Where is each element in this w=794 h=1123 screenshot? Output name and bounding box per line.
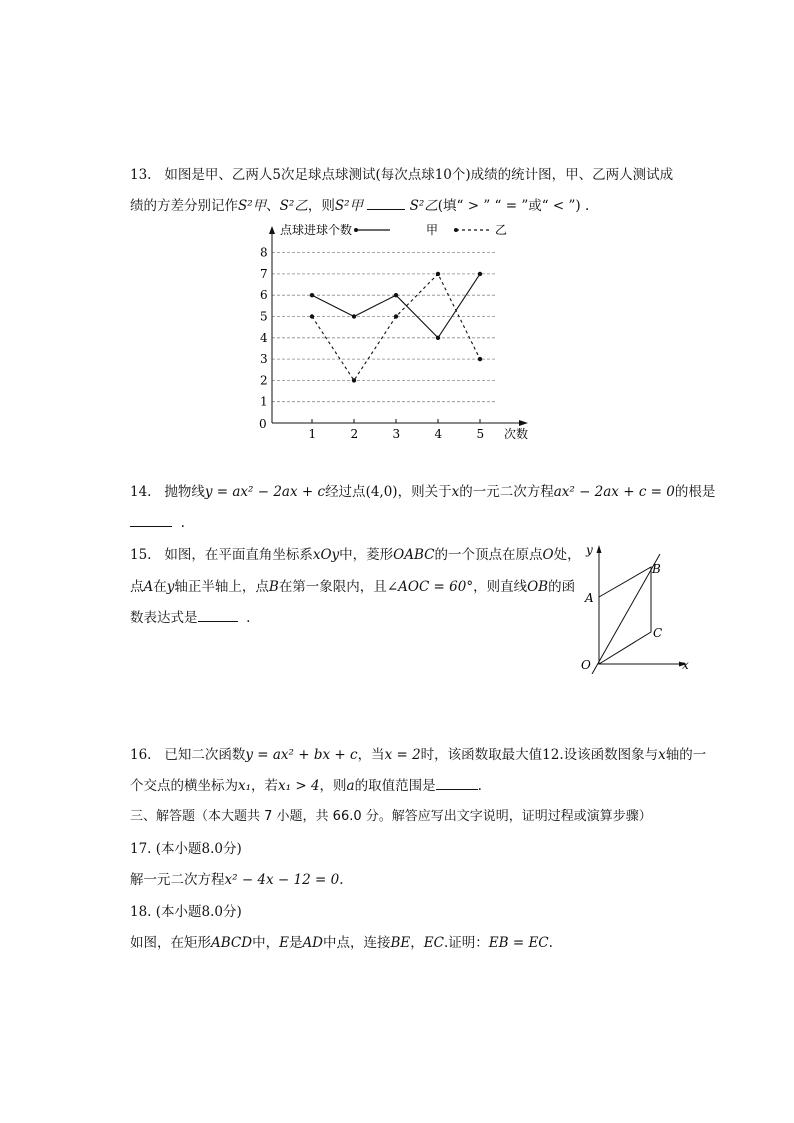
- x-tick-label: 4: [434, 427, 443, 441]
- data-point-yi: [310, 314, 314, 318]
- x-axis-label: 次数: [504, 427, 529, 441]
- legend-dot-jia: [354, 228, 358, 232]
- q17-header: 17. (本小题8.0分): [130, 841, 242, 857]
- q14-text: 经过点: [325, 484, 366, 500]
- q14-text: 的一元二次方程: [459, 484, 554, 500]
- q15-math: OB: [527, 579, 549, 595]
- q15-math: ∠AOC = 60°: [386, 579, 474, 595]
- fig-label-x: x: [682, 658, 689, 672]
- q15-math: O: [542, 547, 554, 563]
- q17-equation: x² − 4x − 12 = 0: [224, 872, 340, 888]
- q17-end: .: [339, 872, 344, 888]
- data-point-yi: [436, 272, 440, 276]
- fig-label-a: A: [585, 591, 594, 605]
- fig-label-o: O: [581, 658, 591, 672]
- q18-text: 如图，在矩形: [130, 935, 211, 951]
- y-axis-arrow: [269, 226, 275, 234]
- y-tick-label: 5: [260, 309, 268, 324]
- q15-number: 15.: [130, 547, 152, 563]
- data-point-jia: [478, 272, 482, 276]
- q18-text: .: [548, 935, 553, 951]
- q15-math: xOy: [312, 547, 340, 563]
- q16-text: ，若: [251, 778, 279, 794]
- fig-label-y: y: [586, 543, 593, 557]
- data-point-yi: [352, 378, 356, 382]
- data-point-jia: [310, 293, 314, 297]
- q16-number: 16.: [130, 747, 152, 763]
- q13-text: 绩的方差分别记作: [130, 198, 238, 214]
- q13-text-line1: 如图是甲、乙两人5次足球点球测试(每次点球10个)成绩的统计图，甲、乙两人测试成: [164, 167, 674, 183]
- q14-var: x: [451, 484, 460, 500]
- fig-y-arrow: [597, 545, 602, 553]
- y-tick-label: 6: [260, 288, 268, 303]
- q13-s-yi: S²乙: [279, 198, 308, 214]
- q15-text: 的一个顶点在原点: [434, 547, 543, 563]
- q13-line2: [130, 197, 589, 215]
- series-line-jia: [312, 274, 480, 338]
- x-tick-label: 1: [308, 427, 317, 441]
- q18-text: ，: [410, 935, 424, 951]
- q15-math: A: [143, 579, 154, 595]
- q15-math: y: [166, 579, 175, 595]
- origin-label: 0: [259, 417, 267, 431]
- q16-line2: [130, 777, 482, 795]
- x-tick-label: 5: [476, 427, 485, 441]
- chart-legend: [354, 223, 507, 237]
- q16-text: 时，该函数取最大值12.设该函数图象与: [420, 747, 659, 763]
- q18-math: BE: [390, 935, 411, 951]
- q15-text: 数表达式是: [130, 610, 198, 626]
- q14-formula2: ax² − 2ax + c = 0: [553, 484, 675, 500]
- answer-blank[interactable]: [436, 777, 478, 790]
- data-point-yi: [394, 314, 398, 318]
- q15-text: ，则直线: [473, 579, 528, 595]
- q18-math: ABCD: [211, 935, 253, 951]
- q14-line1: [130, 483, 715, 501]
- section-3-heading: 三、解答题（本大题共 7 小题，共 66.0 分。解答应写出文字说明，证明过程或演算步骤）: [130, 809, 652, 824]
- legend-label-jia: 甲: [426, 223, 439, 237]
- fig-label-c: C: [653, 626, 663, 640]
- data-point-jia: [436, 336, 440, 340]
- q18-text: 中点，连接: [323, 935, 391, 951]
- q15-text: 在: [153, 579, 167, 595]
- q13-sep: 、: [266, 198, 280, 214]
- q15-text: 的函: [548, 579, 576, 595]
- series-line-yi: [312, 274, 480, 381]
- q18-text: 是: [288, 935, 303, 951]
- q15-math: OABC: [393, 547, 435, 563]
- q16-math: x = 2: [384, 747, 421, 763]
- answer-blank[interactable]: [198, 609, 238, 622]
- q17-text: 解一元二次方程: [130, 872, 225, 888]
- q18-text: 中，: [252, 935, 280, 951]
- q13-s-yi-2: S²乙: [409, 198, 438, 214]
- q14-number: 14.: [130, 484, 152, 500]
- q16-text: 已知二次函数: [164, 747, 246, 763]
- q13-line1: [130, 166, 673, 184]
- data-point-jia: [394, 293, 398, 297]
- q14-text: 抛物线: [164, 484, 205, 500]
- q15-text: 轴正半轴上，点: [174, 579, 269, 595]
- q14-line2: [130, 514, 185, 532]
- q15-line2: [130, 578, 575, 596]
- q15-text: 如图，在平面直角坐标系: [164, 547, 313, 563]
- q15-end: .: [246, 610, 251, 626]
- x-axis-arrow: [519, 420, 528, 426]
- q16-text: 轴的一: [665, 747, 707, 763]
- data-point-jia: [352, 314, 356, 318]
- legend-dot-yi: [454, 228, 458, 232]
- y-tick-label: 3: [260, 352, 268, 367]
- q16-end: .: [477, 778, 482, 794]
- q16-math: a: [346, 778, 355, 794]
- q16-math: x: [658, 747, 666, 763]
- q18-math: EB = EC: [488, 935, 549, 951]
- fig-label-b: B: [652, 562, 661, 576]
- q13-text: ，则: [307, 198, 335, 214]
- q15-text: 在第一象限内，且: [278, 579, 387, 595]
- q18-math: E: [279, 935, 289, 951]
- q16-text: ，则: [319, 778, 347, 794]
- q14-text: ，则关于: [397, 484, 452, 500]
- q18-math: EC: [423, 935, 444, 951]
- q18-header: 18. (本小题8.0分): [130, 904, 242, 920]
- q16-text: 的取值范围是: [354, 778, 436, 794]
- y-tick-label: 8: [260, 245, 268, 260]
- y-tick-label: 1: [260, 394, 268, 409]
- q16-math: x₁ > 4: [278, 778, 320, 794]
- chart-ticks: [260, 246, 484, 441]
- q16-text: ，当: [357, 747, 385, 763]
- answer-blank[interactable]: [367, 197, 405, 210]
- q13-number: 13.: [130, 167, 152, 183]
- y-tick-label: 4: [260, 330, 268, 345]
- q13-text: (填“ > ” “ = ”或“ < ”) .: [437, 198, 590, 214]
- q15-math: B: [268, 579, 279, 595]
- chart-gridlines: [272, 253, 496, 402]
- q15-text: 处，: [553, 547, 581, 563]
- q16-math: x₁: [238, 778, 252, 794]
- y-tick-label: 2: [260, 373, 268, 388]
- q14-formula1: y = ax² − 2ax + c: [204, 484, 326, 500]
- q18-math: AD: [302, 935, 324, 951]
- q18-body: [130, 934, 553, 952]
- q18-text: .证明：: [443, 935, 489, 951]
- answer-blank[interactable]: [130, 514, 172, 527]
- q17-body: [130, 871, 343, 889]
- q14-end: .: [180, 515, 185, 531]
- x-tick-label: 3: [392, 427, 401, 441]
- score-line-chart: [250, 218, 540, 446]
- q15-line3: [130, 609, 250, 627]
- q16-math: y = ax² + bx + c: [245, 747, 358, 763]
- q15-line1: [130, 546, 581, 564]
- rhombus-figure: [578, 542, 696, 674]
- q14-point: (4,0): [365, 484, 398, 500]
- q16-text: 个交点的横坐标为: [130, 778, 238, 794]
- chart-series: [310, 272, 482, 383]
- x-tick-label: 2: [350, 427, 359, 441]
- legend-label-yi: 乙: [495, 223, 508, 237]
- q13-s-jia: S²甲: [238, 198, 267, 214]
- q16-line1: [130, 746, 706, 764]
- line-ob: [592, 554, 663, 674]
- q15-text: 点: [130, 579, 144, 595]
- q14-text: 的根是: [674, 484, 716, 500]
- y-tick-label: 7: [260, 266, 268, 281]
- q13-s-jia-2: S²甲: [334, 198, 364, 214]
- q15-text: 中，菱形: [339, 547, 394, 563]
- y-axis-label: 点球进球个数: [280, 223, 353, 237]
- data-point-yi: [478, 357, 482, 361]
